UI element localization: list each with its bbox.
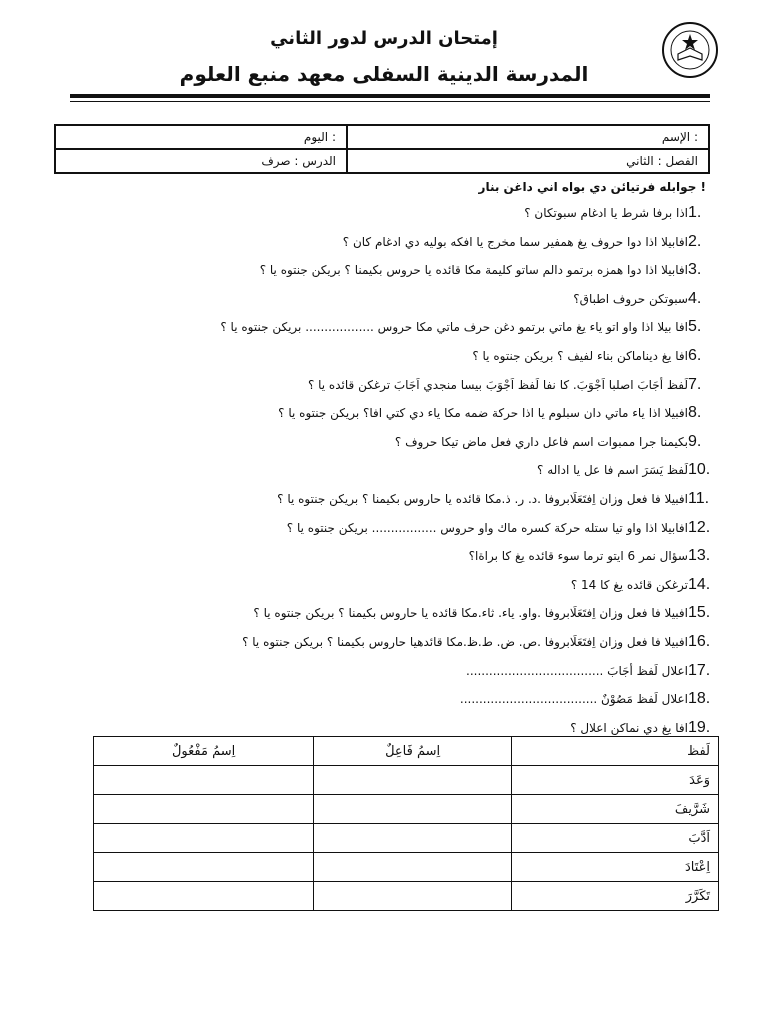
question-item: [48, 486, 728, 512]
question-text: افبيلا فا فعل وزان اِفتَعَلَابروفا .د. ر. ذ.مكا قائده يا حاروس بكيمنا ؟ بريكن جنتوه يا ؟: [277, 492, 688, 506]
question-number: 10.: [688, 461, 711, 479]
question-number: 1.: [688, 204, 702, 221]
school-name: المدرسة الدينية السفلى معهد منبع العلوم: [179, 62, 589, 86]
class-field[interactable]: الفصل : الثاني: [347, 149, 709, 173]
question-text: افا يغ دي نماكن اعلال ؟: [570, 720, 688, 735]
question-text: ترغكن قائده يغ كا 14 ؟: [570, 577, 688, 592]
school-logo-icon: [660, 20, 720, 80]
question-item: [48, 200, 728, 226]
table-row: [94, 882, 719, 911]
lesson-field[interactable]: الدرس : صرف: [55, 149, 347, 173]
question-item: [48, 400, 728, 426]
question-text: سؤال نمر 6 ايتو ترما سوء قائده يغ كا براةا؟: [468, 549, 688, 564]
question-item: [48, 629, 728, 655]
question-number: 6.: [688, 347, 702, 364]
question-text: لَفظ يَسَرَ اسم فا عل يا اداله ؟: [537, 463, 688, 478]
ism-maful-answer-cell[interactable]: [94, 824, 314, 853]
question-text: افبيلا اذا ياء ماتي دان سبلوم يا اذا حركة ضمه مكا ياء دي كتي افا؟ بريكن جنتوه يا ؟: [278, 406, 688, 421]
question-number: 17.: [688, 661, 711, 679]
question-text: افبيلا فا فعل وزان اِفتَعَلَابروفا .واو. ياء. ثاء.مكا قائده يا حاروس بكيمنا ؟ بريكن جنتوه يا ؟: [253, 606, 688, 621]
ism-fail-answer-cell[interactable]: [314, 882, 512, 911]
question-item: [48, 543, 728, 569]
question-number: 13.: [688, 547, 711, 565]
ism-maful-answer-cell[interactable]: [94, 795, 314, 824]
question-item: [48, 457, 728, 483]
table-row: [94, 824, 719, 853]
question-number: 5.: [688, 318, 702, 336]
ism-maful-answer-cell[interactable]: [94, 882, 314, 911]
question-number: 2.: [688, 232, 702, 250]
ism-fail-answer-cell[interactable]: [314, 766, 512, 795]
name-field[interactable]: : الإسم: [347, 125, 709, 149]
question-text: افابيلا اذا دوا حروف يغ همفير سما مخرج يا افكه بوليه دي ادغام كان ؟: [342, 234, 688, 249]
question-number: 16.: [688, 633, 711, 650]
question-number: 3.: [688, 261, 702, 279]
question-item: [48, 600, 728, 626]
question-item: [48, 515, 728, 541]
lafaz-cell: وَعَدَ: [512, 766, 719, 795]
lafaz-cell: تَكَرَّرَ: [512, 882, 719, 911]
lafaz-cell: اَدَّبَ: [512, 824, 719, 853]
question-text: افابيلا اذا دوا همزه برتمو دالم ساتو كليمة مكا قائده يا حروس بكيمنا ؟ بريكن جنتوه يا ؟: [259, 263, 688, 278]
day-field[interactable]: : اليوم: [55, 125, 347, 149]
question-text: افا يغ ديناماكن بناء لفيف ؟ بريكن جنتوه يا ؟: [472, 349, 688, 363]
question-number: 15.: [688, 604, 711, 622]
question-text: افا بيلا اذا واو اتو ياء يغ ماتي برتمو دغن حرف ماتي مكا حروس .................. بريكن جنتوه يا ؟: [220, 320, 688, 335]
exam-title: إمتحان الدرس لدور الثاني: [270, 28, 498, 49]
question-number: 18.: [688, 690, 711, 708]
question-item: [48, 314, 728, 340]
conjugation-table: [93, 736, 719, 911]
question-item: [48, 229, 728, 255]
question-item: [48, 372, 728, 398]
question-text: افابيلا اذا واو تيا ستله حركة كسره ماك واو حروس ................. بريكن جنتوه يا ؟: [286, 520, 688, 535]
question-text: اعلال لَفظ أجَابَ ....................................: [466, 663, 688, 678]
question-number: 9.: [688, 432, 702, 450]
table-row: [94, 795, 719, 824]
lafaz-cell: اِعْتَادَ: [512, 853, 719, 882]
table-row: [94, 766, 719, 795]
ism-fail-answer-cell[interactable]: [314, 795, 512, 824]
question-text: لَفظ أجَابَ اصلبا اَجْوَبَ. كا نفا لَفظ اَجْوَبَ بيسا منجدي اَجَابَ ترغكن قائده يا ؟: [307, 377, 688, 392]
question-text: اعلال لَفظ مَصُوْنٌ ....................................: [459, 692, 688, 707]
question-number: 19.: [688, 718, 711, 736]
question-item: [48, 257, 728, 283]
question-number: 11.: [688, 490, 710, 507]
question-item: [48, 686, 728, 712]
table-row: [94, 853, 719, 882]
ism-fail-answer-cell[interactable]: [314, 853, 512, 882]
question-item: [48, 572, 728, 598]
question-item: [48, 343, 728, 369]
question-item: [48, 429, 728, 455]
question-text: سبوتكن حروف اطباق؟: [573, 291, 688, 306]
ism-maful-answer-cell[interactable]: [94, 853, 314, 882]
question-text: بكيمنا جرا ممبوات اسم فاعل داري فعل ماض تيكا حروف ؟: [394, 434, 688, 449]
question-number: 14.: [688, 575, 711, 593]
question-number: 12.: [688, 518, 711, 536]
column-header-ism-fail: اِسمُ فَاعِلٌ: [314, 737, 512, 766]
question-item: [48, 658, 728, 684]
header-divider-thick: [70, 94, 710, 98]
question-item: [48, 286, 728, 312]
question-number: 4.: [688, 289, 702, 307]
ism-maful-answer-cell[interactable]: [94, 766, 314, 795]
student-info-table: [54, 124, 710, 174]
question-text: افبيلا فا فعل وزان اِفتَعَلَابروفا .ص. ض. ط.ظ.مكا قائدهيا حاروس بكيمنا ؟ بريكن جنتوه يا ؟: [242, 635, 688, 649]
lafaz-cell: شَرَّيفَ: [512, 795, 719, 824]
question-text: اذا برفا شرط يا ادغام سبوتكان ؟: [524, 206, 688, 220]
header-divider-thin: [70, 101, 710, 102]
question-number: 7.: [688, 375, 702, 393]
instructions: ! جوابله فرتيائن دي بواه اني داغن بنار: [478, 180, 706, 194]
question-number: 8.: [688, 404, 702, 422]
column-header-ism-maful: اِسمُ مَفْعُولٌ: [94, 737, 314, 766]
column-header-lafaz: لَفظ: [512, 737, 719, 766]
ism-fail-answer-cell[interactable]: [314, 824, 512, 853]
